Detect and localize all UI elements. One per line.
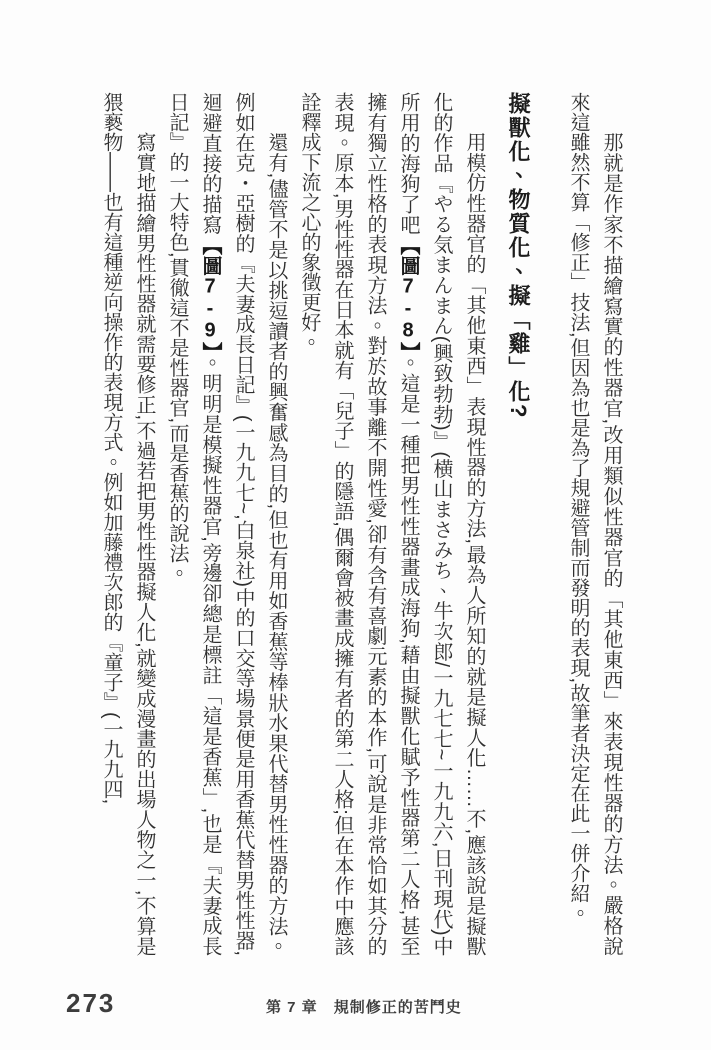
- paragraph-zoomorphism: [292, 92, 490, 956]
- chapter-label: 第 7 章: [266, 999, 318, 1016]
- paragraph-text: 用模仿性器官的「其他東西」表現性器的方法,最為人所知的就是擬人化……不,應該說是擬獸化的作品『やる気まんまん(興致勃勃)』(横山まさみち、牛次郎/一九七七~一九九六,日刊現代)中所用的海狗了吧: [397, 92, 485, 956]
- page-number: 273: [66, 988, 116, 1018]
- paragraph-intro: 那就是作家不描繪寫實的性器官,改用類似性器官的「其他東西」來表現性器的方法。嚴格說來這雖然不算「修正」技法,但因為也是為了規避管制而發明的表現,故筆者決定在此一併介紹。: [567, 92, 622, 956]
- figure-reference-7-8: 【圖7-8】: [397, 234, 419, 353]
- paragraph-text: 。明明是模擬性器官,旁邊卻總是標註「這是香蕉」,也是『夫妻成長日記』的一大特色,貫徹這不是性器官,而是香蕉的說法。: [166, 92, 221, 957]
- body-text: [94, 92, 627, 956]
- running-footer: [266, 996, 462, 1017]
- figure-reference-7-9: 【圖7-9】: [199, 234, 221, 353]
- paragraph-text: 。這是一種把男性性器畫成海狗,藉由擬獸化賦予性器第二人格,甚至擁有獨立性格的表現方法。對於故事離不開性愛,卻有含有喜劇元素的本作,可說是非常恰如其分的表現。原本,男性性器在日本就有「兒子」的隱語,偶爾會被畫成擁有者的第二人格;但在本作中應該詮釋成下流之心的象徵更好。: [298, 92, 419, 957]
- paragraph-banana-substitute: [160, 92, 292, 956]
- paragraph-text: 還有,儘管不是以挑逗讀者的興奮感為目的,但也有用如香蕉等棒狀水果代替男性性器的方法。例如在克・亞樹的『夫妻成長日記』(一九九七~,白泉社)中的口交等場景便是用香蕉代替男性性器,迴避直接的描寫: [199, 92, 287, 956]
- paragraph-personification: 寫實地描繪男性性器就需要修正,不過若把男性性器擬人化,就變成漫畫的出場人物之一,不算是猥褻物——也有這種逆向操作的表現方式。例如加藤禮次郎的『童子』(一九九四,: [100, 92, 155, 956]
- section-heading: 擬獸化、物質化、擬「雞」化?: [506, 92, 531, 420]
- chapter-title: 規制修正的苦鬥史: [333, 999, 462, 1016]
